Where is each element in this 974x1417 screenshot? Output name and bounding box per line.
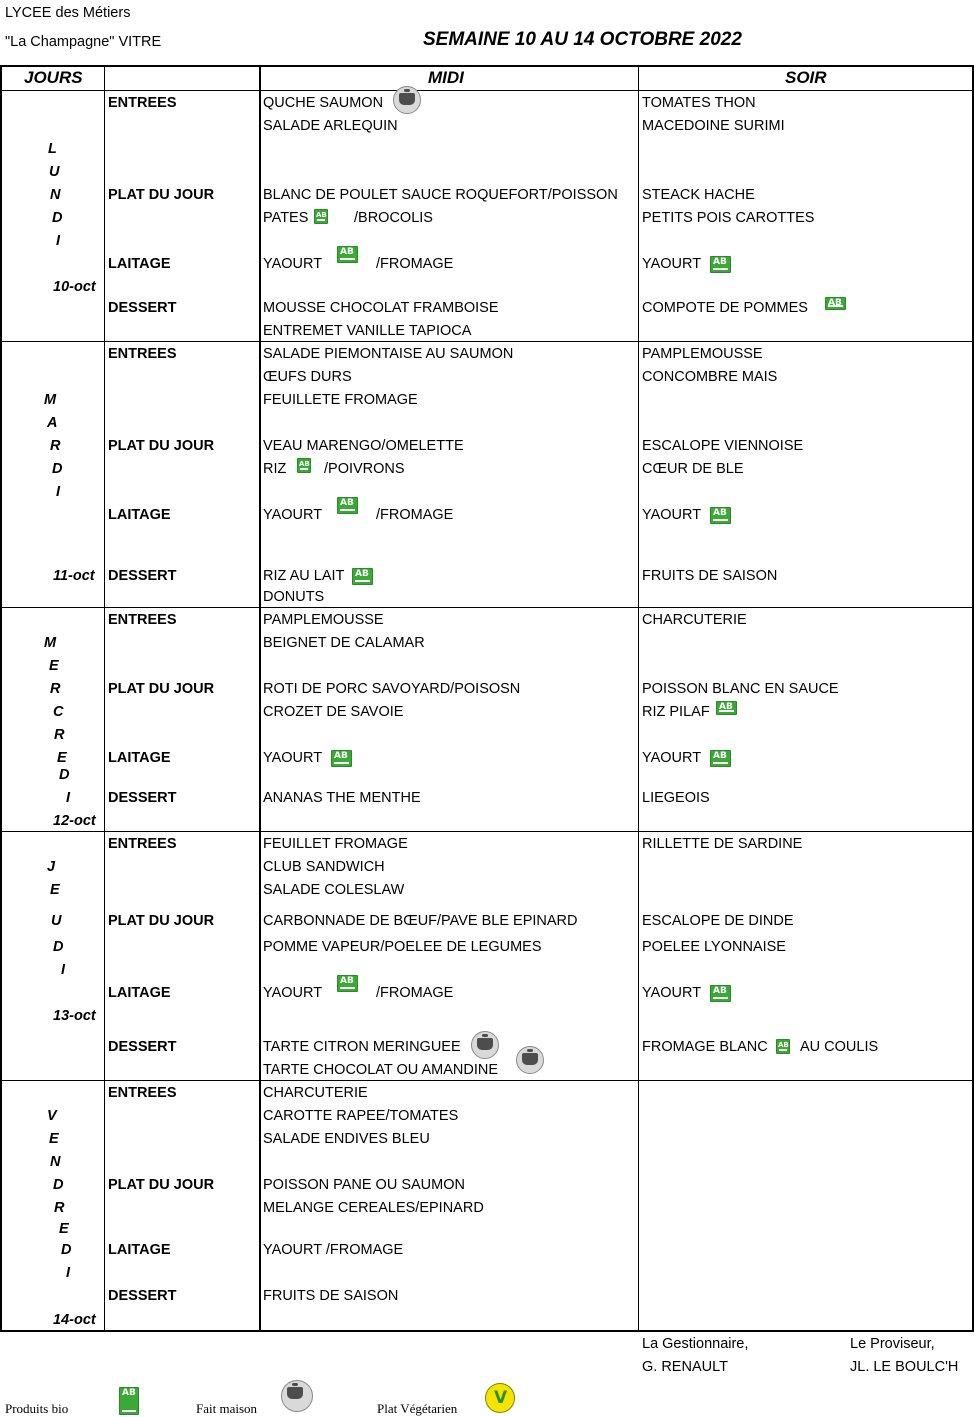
menu-item: YAOURT [263, 507, 323, 523]
menu-item: RIZ PILAF [642, 704, 710, 720]
proviseur-name: JL. LE BOULC'H [850, 1359, 959, 1375]
menu-item: FRUITS DE SAISON [263, 1288, 399, 1304]
menu-item: PATES [263, 210, 309, 226]
menu-item: YAOURT [263, 256, 323, 272]
menu-item: CROZET DE SAVOIE [263, 704, 404, 720]
category-entrees: ENTREES [108, 1085, 177, 1101]
menu-item: /BROCOLIS [354, 210, 433, 226]
menu-item: MACEDOINE SURIMI [642, 118, 785, 134]
school-name: LYCEE des Métiers [5, 5, 131, 21]
category-dessert: DESSERT [108, 300, 177, 316]
menu-item: /FROMAGE [376, 985, 454, 1001]
menu-item: DONUTS [263, 589, 325, 605]
menu-item: TOMATES THON [642, 95, 756, 111]
menu-item: CHARCUTERIE [263, 1085, 368, 1101]
menu-item: COMPOTE DE POMMES [642, 300, 808, 316]
category-laitage: LAITAGE [108, 256, 171, 272]
ab-bio-icon [710, 256, 731, 273]
ab-bio-icon [776, 1039, 790, 1054]
menu-item: YAOURT [642, 256, 702, 272]
header-soir: SOIR [785, 68, 827, 87]
menu-item: FRUITS DE SAISON [642, 568, 778, 584]
menu-item: ROTI DE PORC SAVOYARD/POISOSN [263, 681, 521, 697]
day-date: 10-oct [53, 279, 96, 295]
day-letter: E [59, 1221, 69, 1237]
ab-bio-icon [710, 750, 731, 767]
day-letter: N [50, 1154, 61, 1170]
menu-item: POISSON BLANC EN SAUCE [642, 681, 839, 697]
category-plat: PLAT DU JOUR [108, 438, 215, 454]
day-letter: A [47, 415, 58, 431]
ab-bio-icon [337, 975, 358, 992]
menu-item: VEAU MARENGO/OMELETTE [263, 438, 464, 454]
menu-item: YAOURT [263, 750, 323, 766]
category-entrees: ENTREES [108, 836, 177, 852]
day-date: 14-oct [53, 1312, 96, 1328]
ab-bio-icon [710, 507, 731, 524]
day-letter: U [51, 913, 62, 929]
menu-item: ENTREMET VANILLE TAPIOCA [263, 323, 472, 339]
header-midi: MIDI [428, 68, 464, 87]
ab-bio-icon [337, 246, 358, 263]
day-letter: M [44, 635, 57, 651]
menu-item: MOUSSE CHOCOLAT FRAMBOISE [263, 300, 499, 316]
day-letter: J [47, 859, 56, 875]
menu-item: TARTE CHOCOLAT OU AMANDINE [263, 1062, 498, 1078]
gestionnaire-title: La Gestionnaire, [642, 1336, 749, 1352]
day-letter: D [52, 461, 63, 477]
menu-item: YAOURT [263, 985, 323, 1001]
menu-item: YAOURT [642, 507, 702, 523]
day-letter: V [47, 1108, 57, 1124]
menu-item: AU COULIS [800, 1039, 879, 1055]
category-plat: PLAT DU JOUR [108, 1177, 215, 1193]
day-letter: U [49, 164, 60, 180]
day-letter: R [50, 681, 61, 697]
header-jours: JOURS [24, 68, 83, 87]
fait-maison-icon [516, 1046, 544, 1074]
menu-item: POELEE LYONNAISE [642, 939, 786, 955]
ab-bio-icon [825, 297, 846, 310]
legend-maison: Fait maison [196, 1401, 258, 1416]
menu-item: POISSON PANE OU SAUMON [263, 1177, 465, 1193]
menu-item: RIZ [263, 461, 287, 477]
category-dessert: DESSERT [108, 1039, 177, 1055]
legend-bio: Produits bio [5, 1401, 69, 1416]
day-letter: N [50, 187, 61, 203]
day-letter: M [44, 392, 57, 408]
menu-item: YAOURT [642, 750, 702, 766]
day-letter: I [61, 962, 66, 978]
ab-bio-icon [314, 209, 328, 224]
menu-item: LIEGEOIS [642, 790, 710, 806]
menu-item: SALADE ARLEQUIN [263, 118, 398, 134]
day-date: 13-oct [53, 1008, 96, 1024]
day-letter: L [48, 141, 57, 157]
menu-item: SALADE COLESLAW [263, 882, 405, 898]
menu-item: CHARCUTERIE [642, 612, 747, 628]
fait-maison-icon [281, 1380, 313, 1412]
day-letter: R [54, 727, 65, 743]
menu-item: FEUILLETE FROMAGE [263, 392, 418, 408]
category-entrees: ENTREES [108, 95, 177, 111]
menu-item: BLANC DE POULET SAUCE ROQUEFORT/POISSON [263, 187, 618, 203]
category-laitage: LAITAGE [108, 750, 171, 766]
menu-item: RIZ AU LAIT [263, 568, 345, 584]
menu-item: BEIGNET DE CALAMAR [263, 635, 425, 651]
menu-item: CŒUR DE BLE [642, 461, 744, 477]
menu-item: ANANAS THE MENTHE [263, 790, 421, 806]
category-entrees: ENTREES [108, 346, 177, 362]
category-laitage: LAITAGE [108, 507, 171, 523]
day-letter: I [56, 484, 61, 500]
ab-bio-icon [337, 497, 358, 514]
proviseur-title: Le Proviseur, [850, 1336, 935, 1352]
menu-item: CAROTTE RAPEE/TOMATES [263, 1108, 459, 1124]
menu-item: PETITS POIS CAROTTES [642, 210, 815, 226]
ab-bio-icon [297, 458, 311, 473]
menu-item: YAOURT /FROMAGE [263, 1242, 404, 1258]
menu-item: /POIVRONS [324, 461, 405, 477]
day-letter: E [49, 1131, 59, 1147]
day-letter: D [53, 1177, 64, 1193]
menu-item: CLUB SANDWICH [263, 859, 385, 875]
day-letter: D [61, 1242, 72, 1258]
menu-item: ŒUFS DURS [263, 369, 352, 385]
day-letter: I [66, 790, 71, 806]
legend-vegetarien: Plat Végétarien [377, 1401, 458, 1416]
menu-item: ESCALOPE DE DINDE [642, 913, 794, 929]
ab-bio-icon [119, 1387, 139, 1415]
category-dessert: DESSERT [108, 568, 177, 584]
category-plat: PLAT DU JOUR [108, 913, 215, 929]
menu-item: /FROMAGE [376, 507, 454, 523]
menu-item: RILLETTE DE SARDINE [642, 836, 803, 852]
day-date: 11-oct [53, 568, 95, 584]
category-dessert: DESSERT [108, 790, 177, 806]
menu-item: TARTE CITRON MERINGUEE [263, 1039, 461, 1055]
day-date: 12-oct [53, 813, 96, 829]
day-letter: I [56, 233, 61, 249]
ab-bio-icon [716, 701, 737, 715]
day-letter: C [53, 704, 64, 720]
menu-item: ESCALOPE VIENNOISE [642, 438, 804, 454]
day-letter: I [66, 1265, 71, 1281]
category-plat: PLAT DU JOUR [108, 681, 215, 697]
category-plat: PLAT DU JOUR [108, 187, 215, 203]
menu-item: QUCHE SAUMON [263, 95, 384, 111]
menu-item: CARBONNADE DE BŒUF/PAVE BLE EPINARD [263, 913, 578, 929]
day-letter: R [50, 438, 61, 454]
menu-item: MELANGE CEREALES/EPINARD [263, 1200, 484, 1216]
gestionnaire-name: G. RENAULT [642, 1359, 728, 1375]
menu-item: YAOURT [642, 985, 702, 1001]
category-dessert: DESSERT [108, 1288, 177, 1304]
menu-item: FEUILLET FROMAGE [263, 836, 408, 852]
menu-item: PAMPLEMOUSSE [263, 612, 384, 628]
menu-item: FROMAGE BLANC [642, 1039, 768, 1055]
menu-item: POMME VAPEUR/POELEE DE LEGUMES [263, 939, 542, 955]
ab-bio-icon [710, 985, 731, 1002]
day-letter: D [52, 210, 63, 226]
menu-item: STEACK HACHE [642, 187, 755, 203]
day-letter: E [50, 882, 60, 898]
vegetarian-icon [485, 1383, 515, 1413]
category-laitage: LAITAGE [108, 1242, 171, 1258]
day-letter: R [54, 1200, 65, 1216]
day-letter: D [59, 767, 70, 783]
menu-item: CONCOMBRE MAIS [642, 369, 778, 385]
day-letter: E [57, 750, 67, 766]
day-letter: E [49, 658, 59, 674]
fait-maison-icon [471, 1031, 499, 1059]
menu-item: PAMPLEMOUSSE [642, 346, 763, 362]
category-laitage: LAITAGE [108, 985, 171, 1001]
ab-bio-icon [331, 750, 352, 767]
menu-item: SALADE ENDIVES BLEU [263, 1131, 430, 1147]
day-letter: D [53, 939, 64, 955]
ab-bio-icon [352, 568, 373, 585]
category-entrees: ENTREES [108, 612, 177, 628]
school-location: "La Champagne" VITRE [5, 34, 162, 50]
menu-item: SALADE PIEMONTAISE AU SAUMON [263, 346, 514, 362]
fait-maison-icon [393, 86, 421, 114]
week-title: SEMAINE 10 AU 14 OCTOBRE 2022 [423, 29, 742, 50]
menu-item: /FROMAGE [376, 256, 454, 272]
